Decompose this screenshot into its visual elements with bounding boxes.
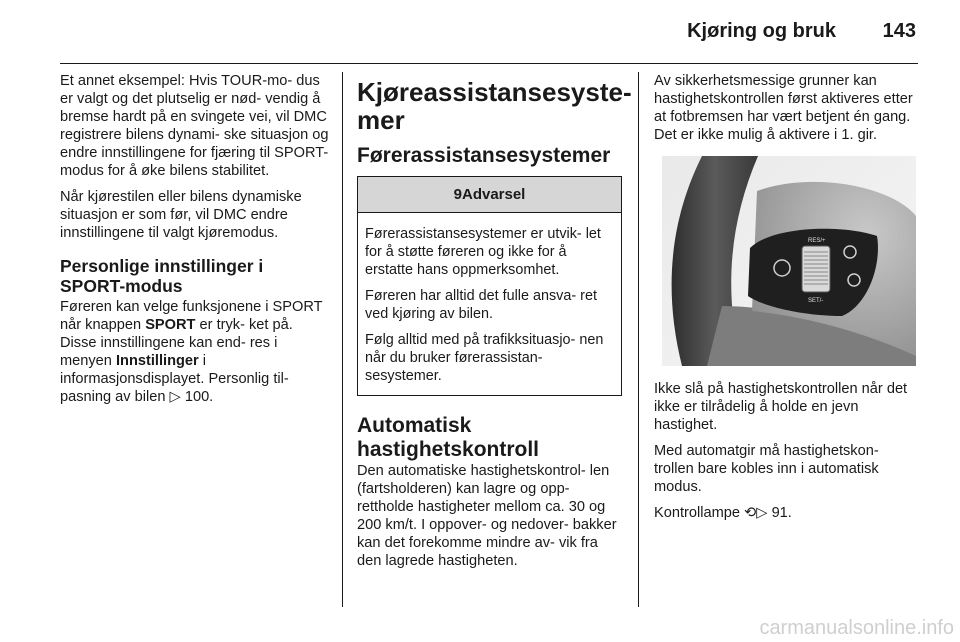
- paragraph: Kontrollampe ⟲▷ 91.: [654, 505, 792, 521]
- page-reference-link[interactable]: ▷ 100.: [169, 389, 214, 405]
- paragraph: Et annet eksempel: Hvis TOUR-mo- dus er valgt og det plutselig er nød- vendig å bremse hardt på en svingete vei, vil DMC registrere bilens dynami- ske situasjon og endre innstillingene for fjæring til SPORT-modus for å øke bilens stabilitet.: [60, 73, 329, 179]
- column-divider: [342, 72, 343, 607]
- column-left: [60, 72, 330, 414]
- section-title: Kjøring og bruk: [687, 20, 836, 42]
- column-divider: [638, 72, 639, 607]
- button-label-res: RES/+: [808, 238, 826, 244]
- paragraph: Av sikkerhetsmessige grunner kan hastighetskontrollen først aktiveres etter at fotbremsen har vært betjent én gang. Det er ikke mulig å aktivere i 1. gir.: [654, 73, 913, 143]
- page-number: 143: [882, 20, 916, 42]
- warning-header: [358, 177, 621, 213]
- button-label-set: SET/-: [808, 298, 824, 304]
- warning-paragraph: Føreren har alltid det fulle ansva- ret ved kjøring av bilen.: [365, 288, 597, 322]
- column-middle: [357, 72, 632, 578]
- cruise-lamp-icon: ⟲: [744, 505, 757, 521]
- warning-icon: 9: [453, 186, 462, 203]
- bold-term: Innstillinger: [115, 353, 199, 369]
- section-heading: Automatisk hastighetskontroll: [357, 414, 540, 461]
- warning-paragraph: Følg alltid med på trafikksituasjo- nen når du bruker førerassistan- sesystemer.: [365, 332, 604, 384]
- bold-term: SPORT: [145, 317, 196, 333]
- chapter-title: Kjøreassistansesyste- mer: [357, 77, 632, 135]
- watermark: carmanualsonline.info: [759, 617, 954, 639]
- page-header: [60, 0, 918, 64]
- reference-arrow-icon: ▷: [169, 389, 181, 405]
- warning-label: Advarsel: [461, 186, 526, 203]
- section-heading: Førerassistansesystemer: [357, 144, 611, 167]
- paragraph: Ikke slå på hastighetskontrollen når det ikke er tilrådelig å holde en jevn hastighet.: [654, 381, 908, 433]
- paragraph: Føreren kan velge funksjonene i SPORT når knappen SPORT er tryk- ket på. Disse innstillingene kan end- res i menyen Innstillinger i informasjonsdisplayet. Personlig til- pasning av bilen ▷ 100.: [60, 299, 323, 405]
- warning-body: [358, 213, 621, 395]
- page-reference-link[interactable]: ▷ 91.: [756, 505, 792, 521]
- paragraph: Når kjørestilen eller bilens dynamiske situasjon er som før, vil DMC endre innstillingene til valgt kjøremodus.: [60, 189, 302, 241]
- reference-arrow-icon: ▷: [756, 505, 768, 521]
- paragraph: Den automatiske hastighetskontrol- len (fartsholderen) kan lagre og opp- rettholde hastigheter mellom ca. 30 og 200 km/t. I oppover- og nedover- bakker kan det forekomme mindre av- vik fra den lagrede hastigheten.: [357, 463, 617, 569]
- warning-box: [357, 176, 622, 396]
- column-right: [654, 72, 918, 530]
- section-heading: Personlige innstillinger i SPORT-modus: [60, 256, 264, 296]
- steering-wheel-photo: [662, 156, 916, 366]
- warning-paragraph: Førerassistansesystemer er utvik- let for å støtte føreren og ikke for å erstatte hans oppmerksomhet.: [365, 226, 601, 278]
- paragraph: Med automatgir må hastighetskon- trollen bare kobles inn i automatisk modus.: [654, 443, 879, 495]
